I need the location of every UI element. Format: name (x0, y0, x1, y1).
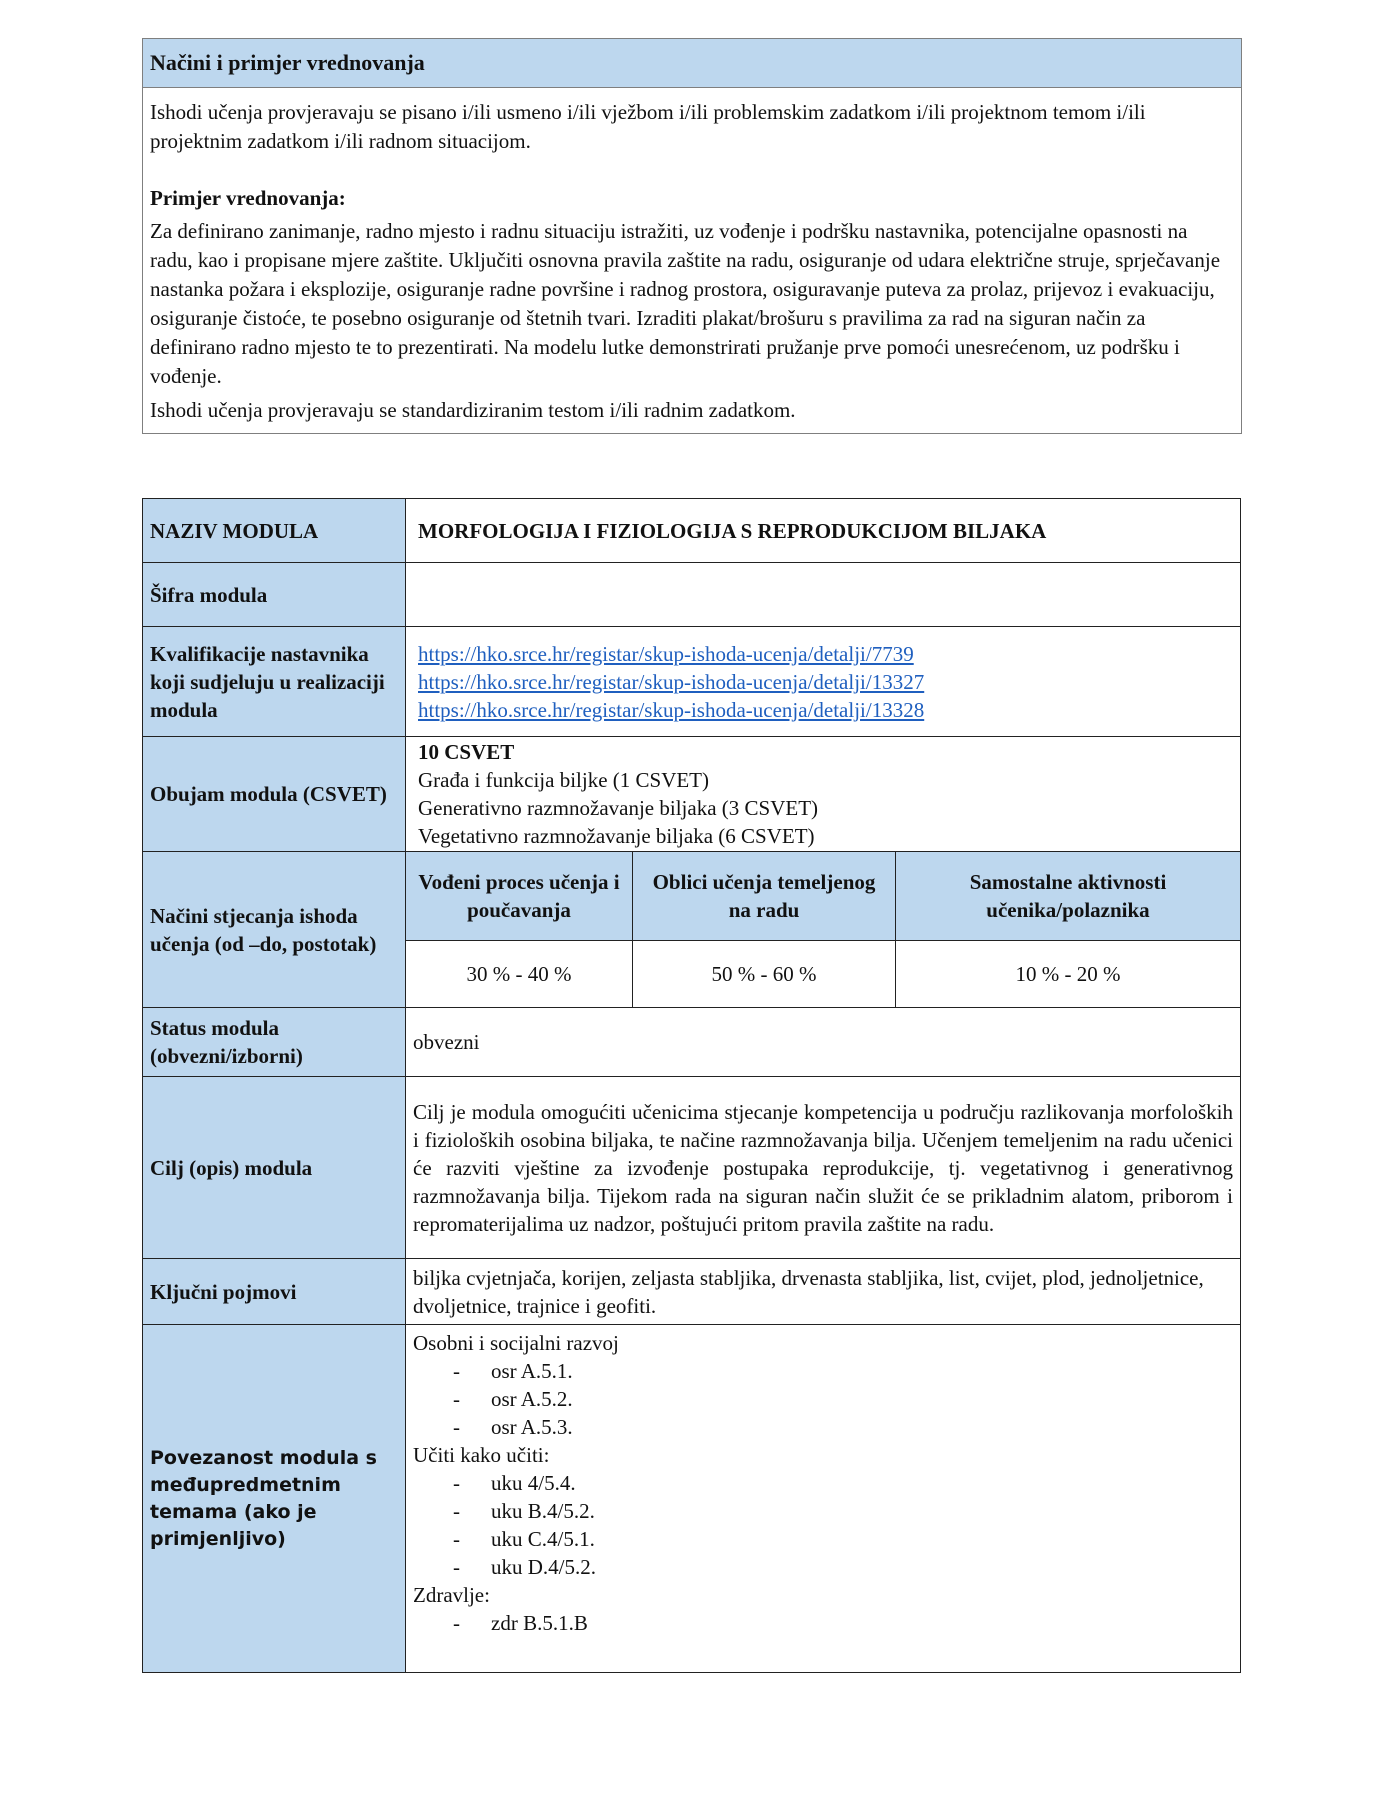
evaluation-section (142, 38, 1242, 434)
methods-value: 10 % - 20 % (896, 941, 1241, 1008)
status-value: obvezni (406, 1008, 1241, 1077)
goal-value: Cilj je modula omogućiti učenicima stjecanje kompetencija u području razlikovanja morfoloških i fizioloških osobina biljaka, te načine razmnožavanja bilja. Učenjem temeljenim na radu učenici će razviti vještine za izvođenje postupaka reprodukcije, tj. vegetativnog i generativnog razmnožavanja bilja. Tijekom rada na siguran način služit će se prikladnim alatom, priborom i repromaterijalima uz nadzor, poštujući pritom pravila zaštite na radu. (406, 1077, 1241, 1259)
qualification-link-1[interactable]: https://hko.srce.hr/registar/skup-ishoda-ucenja/detalji/7739 (418, 641, 914, 666)
cross-item: zdr B.5.1.B (491, 1611, 588, 1635)
status-label: Status modula (obvezni/izborni) (143, 1008, 406, 1077)
evaluation-closing: Ishodi učenja provjeravaju se standardiziranim testom i/ili radnim zadatkom. (150, 398, 796, 422)
scope-item: Generativno razmnožavanje biljaka (3 CSVET) (418, 796, 819, 820)
cross-item: uku D.4/5.2. (491, 1555, 596, 1579)
cross-item: uku C.4/5.1. (491, 1527, 595, 1551)
scope-label: Obujam modula (CSVET) (143, 737, 406, 852)
methods-label: Načini stjecanja ishoda učenja (od –do, postotak) (143, 852, 406, 1008)
cross-group-title: Učiti kako učiti: (413, 1443, 550, 1467)
cross-item: osr A.5.3. (491, 1415, 573, 1439)
cross-item: osr A.5.2. (491, 1387, 573, 1411)
row-goal (143, 1077, 1241, 1259)
row-qualifications (143, 627, 1241, 737)
methods-header: Vođeni proces učenja i poučavanja (406, 852, 633, 941)
row-methods (143, 852, 1241, 1008)
module-code-label: Šifra modula (143, 563, 406, 627)
cross-item: uku B.4/5.2. (491, 1499, 595, 1523)
methods-header: Oblici učenja temeljenog na radu (633, 852, 896, 941)
row-cross-curricular: Povezanost modula s međupredmetnim temama (ako je primjenljivo) Osobni i socijalni razvoj - osr A.5.1. - osr A.5.2. - osr A.5.3. Učiti kako učiti: - uku 4/5.4. - uku B.4/5.2. - uku C.4/5.1. - uku D.4/5.2. Zdravlje: - zdr B.5.1.B (143, 1325, 1241, 1673)
row-module-name (143, 499, 1241, 563)
methods-header: Samostalne aktivnosti učenika/polaznika (896, 852, 1241, 941)
keywords-value: biljka cvjetnjača, korijen, zeljasta stabljika, drvenasta stabljika, list, cvijet, plod, jednoljetnice, dvoljetnice, trajnice i geofiti. (406, 1259, 1241, 1325)
scope-item: Vegetativno razmnožavanje biljaka (6 CSVET) (418, 824, 815, 848)
cross-item: osr A.5.1. (491, 1359, 573, 1383)
row-module-code (143, 563, 1241, 627)
methods-value: 30 % - 40 % (406, 941, 633, 1008)
cross-group-title: Osobni i socijalni razvoj (413, 1331, 619, 1355)
example-heading: Primjer vrednovanja: (150, 186, 346, 210)
methods-value: 50 % - 60 % (633, 941, 896, 1008)
cross-item: uku 4/5.4. (491, 1471, 576, 1495)
row-scope (143, 737, 1241, 852)
module-name-label: NAZIV MODULA (143, 499, 406, 563)
module-table (142, 498, 1241, 1673)
keywords-label: Ključni pojmovi (143, 1259, 406, 1325)
scope-total: 10 CSVET (418, 740, 515, 764)
row-keywords (143, 1259, 1241, 1325)
cross-group-title: Zdravlje: (413, 1583, 490, 1607)
module-name-value: MORFOLOGIJA I FIZIOLOGIJA S REPRODUKCIJOM BILJAKA (406, 499, 1241, 563)
example-text: Za definirano zanimanje, radno mjesto i radnu situaciju istražiti, uz vođenje i podršku nastavnika, potencijalne opasnosti na radu, kao i propisane mjere zaštite. Uključiti osnovna pravila zaštite na radu, osiguranje od udara električne struje, sprječavanje nastanka požara i eksplozije, osiguranje radne površine i radnog prostora, osiguravanje puteva za prolaz, prijevoz i evakuaciju, osiguranje čistoće, te posebno osiguranje od štetnih tvari. Izraditi plakat/brošuru s pravilima za rad na siguran način za definirano radno mjesto te to prezentirati. Na modelu lutke demonstrirati pružanje prve pomoći unesrećenom, uz podršku i vođenje. (150, 219, 1221, 388)
scope-item: Građa i funkcija biljke (1 CSVET) (418, 768, 710, 792)
module-code-value (406, 563, 1241, 627)
qualifications-label: Kvalifikacije nastavnika koji sudjeluju u realizaciji modula (143, 627, 406, 737)
goal-label: Cilj (opis) modula (143, 1077, 406, 1259)
evaluation-heading: Načini i primjer vrednovanja (143, 39, 1241, 88)
row-status (143, 1008, 1241, 1077)
cross-label: Povezanost modula s međupredmetnim temama (ako je primjenljivo) (143, 1325, 406, 1673)
evaluation-intro: Ishodi učenja provjeravaju se pisano i/ili usmeno i/ili vježbom i/ili problemskim zadatkom i/ili projektnom temom i/ili projektnim zadatkom i/ili radnom situacijom. (150, 100, 1146, 153)
methods-table (406, 852, 1240, 1007)
qualification-link-2[interactable]: https://hko.srce.hr/registar/skup-ishoda-ucenja/detalji/13327 (418, 669, 925, 694)
qualification-link-3[interactable]: https://hko.srce.hr/registar/skup-ishoda-ucenja/detalji/13328 (418, 697, 925, 722)
